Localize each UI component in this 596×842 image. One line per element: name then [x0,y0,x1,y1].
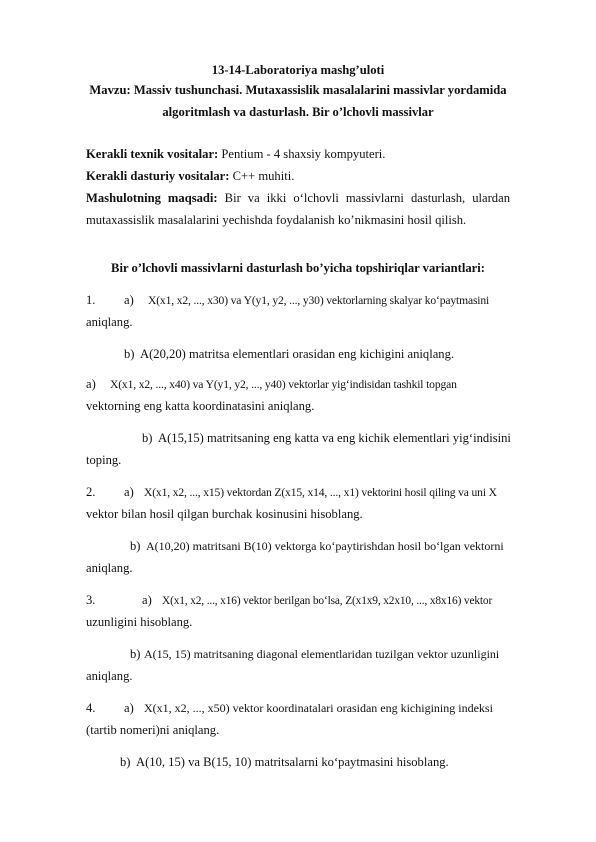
task-1-b-line [86,346,510,362]
tech-tools-line [86,146,510,162]
task-1b-b-line-2: toping. [86,453,122,467]
task-3-b-line-1 [86,646,510,662]
subject-line-2: algoritmlash va dasturlash. Bir o’lchovli massivlar [162,105,434,119]
task-4-b-label: b) [120,755,131,769]
subject-line-1: Mavzu: Massiv tushunchasi. Mutaxassislik masalalarini massivlar yordamida [89,83,507,97]
goal-line-2: mutaxassislik masalalarini yechishda foydalanish ko’nikmasini hosil qilish. [86,213,467,227]
task-1-a-line-2: aniqlang. [86,315,133,329]
task-1-a-line-1 [86,292,510,309]
task-2-a-line-1 [86,484,510,501]
task-3-a-text: X(x1, x2, ..., x16) vektor berilgan bo‘lsa, Z(x1x9, x2x10, ..., x8x16) vektor [162,595,493,607]
software-tools-value: C++ muhiti. [229,169,295,183]
goal-text-1: Bir va ikki o‘lchovli massivlarni dasturlash, ulardan [217,191,510,205]
task-1-a-text: X(x1, x2, ..., x30) va Y(y1, y2, ..., y30) vektorlarning skalyar ko‘paytmasini [148,294,490,307]
task-2-a-line-2: vektor bilan hosil qilgan burchak kosinusini hisoblang. [86,507,363,521]
task-1-a-label: a) [124,293,134,307]
page-title: 13-14-Laboratoriya mashg’uloti [211,63,385,77]
goal-label: Mashulotning maqsadi: [86,191,218,205]
task-4-b-line-1 [86,754,510,770]
task-3-b-text: A(15, 15) matritsaning diagonal elementlaridan tuzilgan vektor uzunligini [144,647,500,661]
task-3-number: 3. [86,593,96,607]
task-3-a-line-2: uzunligini hisoblang. [86,615,193,629]
goal-line-1 [86,190,510,206]
section-title: Bir o’lchovli massivlarni dasturlash bo’yicha topshiriqlar variantlari: [111,261,485,275]
task-1b-b-text: A(15,15) matritsaning eng katta va eng kichik elementlari yig‘indisini [158,431,511,445]
task-2-b-line-2: aniqlang. [86,561,133,575]
task-2-b-label: b) [130,539,141,553]
task-1-b-text: A(20,20) matritsa elementlari orasidan eng kichigini aniqlang. [140,347,455,361]
task-2-a-text: X(x1, x2, ..., x15) vektordan Z(x15, x14, ..., x1) vektorini hosil qiling va uni X [144,486,497,499]
software-tools-label: Kerakli dasturiy vositalar: [86,169,230,183]
task-1-number: 1. [86,293,96,307]
task-1b-b-label: b) [142,431,153,445]
task-1b-b-line-1 [86,430,510,446]
task-1b-a-label: a) [86,377,96,391]
task-4-a-label: a) [124,701,134,715]
task-4-a-text: X(x1, x2, ..., x50) vektor koordinatalari orasidan eng kichigining indeksi [144,701,493,715]
task-4-number: 4. [86,701,96,715]
task-3-a-label: a) [142,593,152,607]
task-4-a-line-2: (tartib nomeri)ni aniqlang. [86,723,220,737]
task-2-b-line-1 [86,538,510,554]
tech-tools-label: Kerakli texnik vositalar: [86,147,219,161]
task-2-a-label: a) [124,485,134,499]
task-1b-a-line-2: vektorning eng katta koordinatasini aniqlang. [86,399,315,413]
task-3-b-line-2: aniqlang. [86,669,133,683]
software-tools-line [86,168,510,184]
task-1b-a-line-1 [86,376,510,393]
task-1-b-label: b) [124,347,135,361]
task-3-b-label: b) [130,647,141,661]
task-2-b-text: A(10,20) matritsani B(10) vektorga ko‘paytirishdan hosil bo‘lgan vektorni [146,539,504,553]
task-4-a-line-1 [86,700,510,716]
task-4-b-text: A(10, 15) va B(15, 10) matritsalarni ko‘paytmasini hisoblang. [136,755,449,769]
task-1b-a-text: X(x1, x2, ..., x40) va Y(y1, y2, ..., y40) vektorlar yig‘indisidan tashkil topgan [110,378,457,391]
task-2-number: 2. [86,485,96,499]
tech-tools-value: Pentium - 4 shaxsiy kompyuteri. [218,147,386,161]
task-3-a-line-1 [86,592,510,609]
